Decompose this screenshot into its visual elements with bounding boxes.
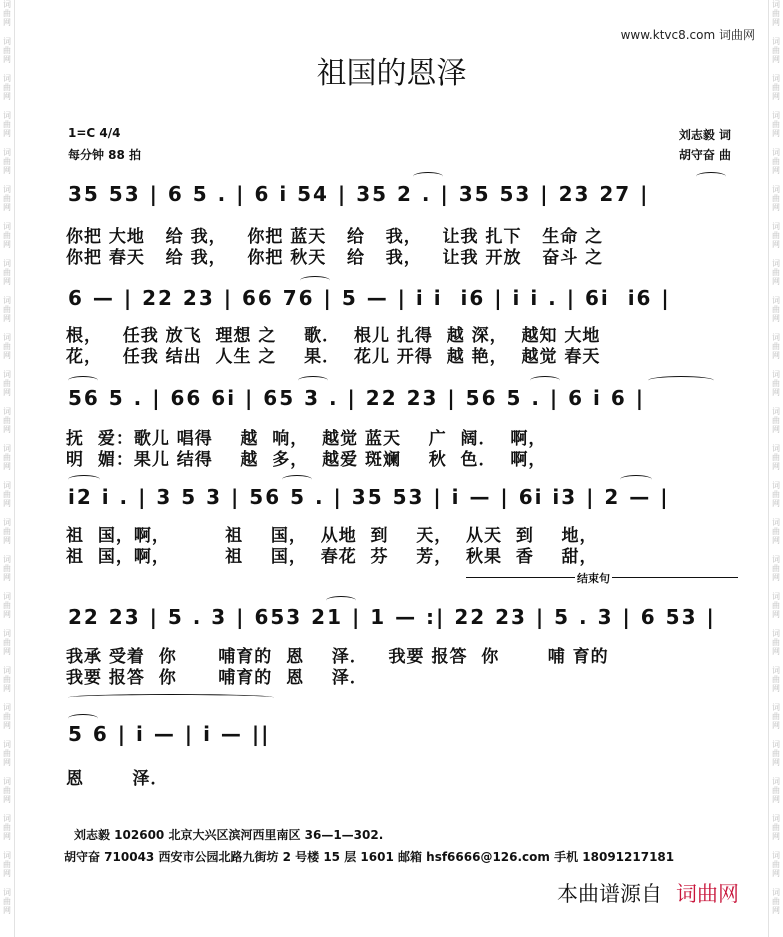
- end-phrase-label: 结束句: [577, 572, 610, 585]
- watermark-glyph: 网: [772, 314, 780, 323]
- lyric-line-4b: 祖 国，啊， 祖 国， 春花 芬 芳， 秋果 香 甜，: [66, 547, 598, 567]
- watermark-glyph: 曲: [3, 564, 11, 573]
- watermark-glyph: 网: [772, 18, 780, 27]
- watermark-glyph: 网: [3, 314, 11, 323]
- watermark-glyph: 曲: [3, 786, 11, 795]
- watermark-glyph: 曲: [3, 46, 11, 55]
- watermark-glyph: 网: [772, 610, 780, 619]
- watermark-glyph: 曲: [772, 120, 780, 129]
- watermark-glyph: 曲: [772, 9, 780, 18]
- watermark-glyph: 曲: [772, 897, 780, 906]
- watermark-glyph: 词: [772, 296, 780, 305]
- watermark-glyph: 曲: [772, 675, 780, 684]
- lyric-line-2b: 花， 任我 结出 人生 之 果． 花儿 开得 越 艳， 越觉 春天: [66, 347, 601, 367]
- watermark-glyph: 曲: [3, 453, 11, 462]
- watermark-glyph: 网: [3, 277, 11, 286]
- watermark-glyph: 网: [3, 92, 11, 101]
- watermark-glyph: 网: [3, 129, 11, 138]
- composer-credit: 胡守奋 曲: [678, 148, 731, 162]
- lyric-line-6: 恩 泽．: [66, 769, 169, 789]
- slur: [298, 376, 328, 385]
- slur: [282, 475, 312, 484]
- right-watermark-strip: [768, 0, 783, 937]
- watermark-glyph: 词: [772, 592, 780, 601]
- slur: [530, 376, 560, 385]
- watermark-glyph: 词: [772, 111, 780, 120]
- watermark-glyph: 曲: [3, 749, 11, 758]
- watermark-glyph: 曲: [3, 157, 11, 166]
- watermark-glyph: 网: [772, 647, 780, 656]
- watermark-glyph: 词: [3, 518, 11, 527]
- watermark-glyph: 网: [772, 795, 780, 804]
- watermark-glyph: 网: [772, 240, 780, 249]
- watermark-glyph: 网: [3, 647, 11, 656]
- watermark-glyph: 网: [3, 499, 11, 508]
- watermark-glyph: 词: [3, 37, 11, 46]
- watermark-glyph: 词: [772, 0, 780, 9]
- lyric-line-5b: 我要 报答 你 哺育的 恩 泽．: [66, 668, 368, 688]
- watermark-glyph: 词: [772, 148, 780, 157]
- watermark-glyph: 网: [3, 869, 11, 878]
- watermark-glyph: 词: [3, 666, 11, 675]
- watermark-glyph: 词: [3, 851, 11, 860]
- notation-line-4: i2 i . | 3 5 3 | 56 5 . | 35 53 | i — | 6i i3 | 2 — |: [68, 485, 670, 509]
- watermark-glyph: 网: [772, 129, 780, 138]
- watermark-glyph: 网: [772, 832, 780, 841]
- watermark-glyph: 曲: [772, 749, 780, 758]
- lyric-line-2a: 根， 任我 放飞 理想 之 歌． 根儿 扎得 越 深， 越知 大地: [66, 326, 601, 346]
- watermark-glyph: 曲: [772, 46, 780, 55]
- lyric-line-4a: 祖 国，啊， 祖 国， 从地 到 天， 从天 到 地，: [66, 526, 598, 546]
- watermark-glyph: 曲: [3, 379, 11, 388]
- watermark-glyph: 曲: [772, 305, 780, 314]
- watermark-glyph: 曲: [772, 823, 780, 832]
- watermark-glyph: 曲: [772, 564, 780, 573]
- watermark-glyph: 网: [772, 536, 780, 545]
- lyricist-contact: 刘志毅 102600 北京大兴区滨河西里南区 36—1—302.: [74, 828, 384, 842]
- watermark-glyph: 词: [772, 370, 780, 379]
- watermark-glyph: 网: [3, 573, 11, 582]
- watermark-glyph: 曲: [3, 675, 11, 684]
- watermark-glyph: 词: [3, 777, 11, 786]
- watermark-glyph: 曲: [3, 342, 11, 351]
- watermark-glyph: 曲: [772, 342, 780, 351]
- watermark-glyph: 曲: [3, 83, 11, 92]
- lyric-line-3b: 明 媚：果儿 结得 越 多， 越爱 斑斓 秋 色． 啊，: [66, 450, 547, 470]
- notation-line-5: 22 23 | 5 . 3 | 653 21 | 1 — :| 22 23 | 5 . 3 | 6 53 |: [68, 605, 716, 629]
- watermark-glyph: 网: [3, 240, 11, 249]
- slur: [300, 276, 330, 285]
- watermark-glyph: 曲: [3, 601, 11, 610]
- watermark-glyph: 网: [772, 869, 780, 878]
- watermark-glyph: 网: [3, 203, 11, 212]
- watermark-glyph: 网: [772, 92, 780, 101]
- watermark-glyph: 词: [772, 185, 780, 194]
- watermark-glyph: 词: [772, 629, 780, 638]
- watermark-glyph: 曲: [3, 120, 11, 129]
- watermark-glyph: 词: [772, 777, 780, 786]
- watermark-glyph: 曲: [772, 83, 780, 92]
- slur: [648, 376, 714, 385]
- watermark-glyph: 词: [3, 888, 11, 897]
- watermark-glyph: 词: [3, 333, 11, 342]
- watermark-glyph: 曲: [3, 823, 11, 832]
- watermark-glyph: 词: [772, 259, 780, 268]
- watermark-glyph: 网: [772, 166, 780, 175]
- watermark-glyph: 词: [772, 74, 780, 83]
- watermark-glyph: 曲: [772, 490, 780, 499]
- watermark-glyph: 词: [3, 0, 11, 9]
- watermark-glyph: 词: [772, 888, 780, 897]
- watermark-glyph: 网: [3, 684, 11, 693]
- tempo-marking: 每分钟 88 拍: [68, 148, 142, 162]
- watermark-glyph: 曲: [772, 786, 780, 795]
- page-title: 祖国的恩泽: [316, 56, 467, 91]
- watermark-glyph: 网: [772, 55, 780, 64]
- watermark-glyph: 词: [3, 259, 11, 268]
- watermark-glyph: 曲: [3, 231, 11, 240]
- footer-brand-link[interactable]: 词曲网: [676, 882, 739, 906]
- watermark-glyph: 网: [772, 203, 780, 212]
- watermark-glyph: 词: [3, 185, 11, 194]
- watermark-glyph: 曲: [3, 490, 11, 499]
- watermark-glyph: 网: [3, 758, 11, 767]
- watermark-glyph: 网: [772, 573, 780, 582]
- watermark-glyph: 曲: [772, 712, 780, 721]
- watermark-glyph: 词: [772, 444, 780, 453]
- watermark-glyph: 曲: [3, 305, 11, 314]
- watermark-glyph: 网: [772, 351, 780, 360]
- watermark-glyph: 曲: [3, 897, 11, 906]
- lyric-line-3a: 抚 爱：歌儿 唱得 越 响， 越觉 蓝天 广 阔． 啊，: [66, 429, 547, 449]
- watermark-glyph: 曲: [3, 268, 11, 277]
- watermark-glyph: 网: [3, 18, 11, 27]
- slur: [696, 172, 726, 181]
- watermark-glyph: 曲: [3, 712, 11, 721]
- watermark-glyph: 网: [772, 758, 780, 767]
- watermark-glyph: 网: [772, 425, 780, 434]
- watermark-glyph: 曲: [772, 860, 780, 869]
- watermark-glyph: 词: [772, 555, 780, 564]
- watermark-glyph: 词: [3, 111, 11, 120]
- watermark-glyph: 曲: [3, 416, 11, 425]
- watermark-glyph: 网: [3, 832, 11, 841]
- lyric-line-1a: 你把 大地 给 我， 你把 蓝天 给 我， 让我 扎下 生命 之: [66, 227, 604, 247]
- watermark-glyph: 曲: [772, 601, 780, 610]
- watermark-glyph: 网: [772, 499, 780, 508]
- watermark-glyph: 词: [772, 740, 780, 749]
- lyric-line-5a: 我承 受着 你 哺育的 恩 泽． 我要 报答 你 哺 育的: [66, 647, 609, 667]
- watermark-glyph: 网: [772, 684, 780, 693]
- watermark-glyph: 词: [3, 629, 11, 638]
- footer-source-text: 本曲谱源自: [557, 882, 662, 906]
- watermark-glyph: 网: [3, 425, 11, 434]
- watermark-glyph: 网: [3, 795, 11, 804]
- watermark-glyph: 网: [3, 536, 11, 545]
- watermark-glyph: 曲: [772, 194, 780, 203]
- watermark-glyph: 网: [772, 462, 780, 471]
- watermark-glyph: 曲: [772, 231, 780, 240]
- watermark-glyph: 网: [3, 388, 11, 397]
- watermark-glyph: 曲: [772, 527, 780, 536]
- watermark-glyph: 词: [3, 740, 11, 749]
- notation-line-2: 6 — | 22 23 | 66 76 | 5 — | i i i6 | i i . | 6i i6 |: [68, 286, 671, 310]
- watermark-glyph: 网: [3, 462, 11, 471]
- watermark-glyph: 网: [772, 388, 780, 397]
- watermark-glyph: 曲: [772, 638, 780, 647]
- watermark-glyph: 网: [3, 906, 11, 915]
- watermark-glyph: 网: [772, 906, 780, 915]
- watermark-glyph: 曲: [772, 416, 780, 425]
- watermark-glyph: 词: [3, 555, 11, 564]
- key-signature: 1=C 4/4: [68, 126, 121, 140]
- lyricist-credit: 刘志毅 词: [678, 128, 731, 142]
- site-url[interactable]: www.ktvc8.com 词曲网: [620, 28, 755, 42]
- slur: [620, 475, 652, 484]
- notation-line-1: 35 53 | 6 5 . | 6 i 54 | 35 2 . | 35 53 | 23 27 |: [68, 182, 650, 206]
- watermark-glyph: 曲: [772, 268, 780, 277]
- watermark-glyph: 词: [3, 296, 11, 305]
- watermark-glyph: 词: [772, 851, 780, 860]
- watermark-glyph: 曲: [3, 527, 11, 536]
- watermark-glyph: 词: [3, 592, 11, 601]
- watermark-glyph: 网: [3, 610, 11, 619]
- watermark-glyph: 词: [3, 481, 11, 490]
- left-watermark-strip: [0, 0, 15, 937]
- watermark-glyph: 曲: [772, 379, 780, 388]
- watermark-glyph: 词: [772, 666, 780, 675]
- watermark-glyph: 词: [3, 703, 11, 712]
- slur: [413, 172, 443, 181]
- slur: [68, 376, 98, 385]
- watermark-glyph: 词: [3, 814, 11, 823]
- watermark-glyph: 曲: [3, 860, 11, 869]
- watermark-glyph: 词: [772, 481, 780, 490]
- composer-contact: 胡守奋 710043 西安市公园北路九街坊 2 号楼 15 层 1601 邮箱 hsf6666@126.com 手机 18091217181: [64, 850, 675, 864]
- watermark-glyph: 曲: [3, 194, 11, 203]
- watermark-glyph: 网: [3, 721, 11, 730]
- lyric-line-1b: 你把 春天 给 我， 你把 秋天 给 我， 让我 开放 奋斗 之: [66, 248, 604, 268]
- watermark-glyph: 网: [772, 277, 780, 286]
- watermark-glyph: 词: [772, 703, 780, 712]
- watermark-glyph: 网: [3, 166, 11, 175]
- watermark-glyph: 词: [3, 148, 11, 157]
- watermark-glyph: 词: [3, 370, 11, 379]
- notation-line-6: 5 6 | i — | i — ||: [68, 722, 271, 746]
- watermark-glyph: 网: [3, 55, 11, 64]
- watermark-glyph: 词: [772, 37, 780, 46]
- watermark-glyph: 词: [3, 444, 11, 453]
- watermark-glyph: 曲: [3, 638, 11, 647]
- watermark-glyph: 曲: [3, 9, 11, 18]
- watermark-glyph: 曲: [772, 453, 780, 462]
- watermark-glyph: 词: [772, 407, 780, 416]
- watermark-glyph: 网: [772, 721, 780, 730]
- long-slur: [68, 694, 274, 701]
- footer-source: [557, 878, 739, 908]
- watermark-glyph: 词: [772, 814, 780, 823]
- watermark-glyph: 词: [3, 407, 11, 416]
- slur: [68, 475, 100, 484]
- notation-line-3: 56 5 . | 66 6i | 65 3 . | 22 23 | 56 5 . | 6 i 6 |: [68, 386, 646, 410]
- watermark-glyph: 词: [3, 74, 11, 83]
- watermark-glyph: 词: [772, 333, 780, 342]
- slur: [326, 596, 356, 605]
- watermark-glyph: 网: [3, 351, 11, 360]
- watermark-glyph: 词: [3, 222, 11, 231]
- watermark-glyph: 词: [772, 222, 780, 231]
- watermark-glyph: 曲: [772, 157, 780, 166]
- slur: [68, 714, 98, 723]
- watermark-glyph: 词: [772, 518, 780, 527]
